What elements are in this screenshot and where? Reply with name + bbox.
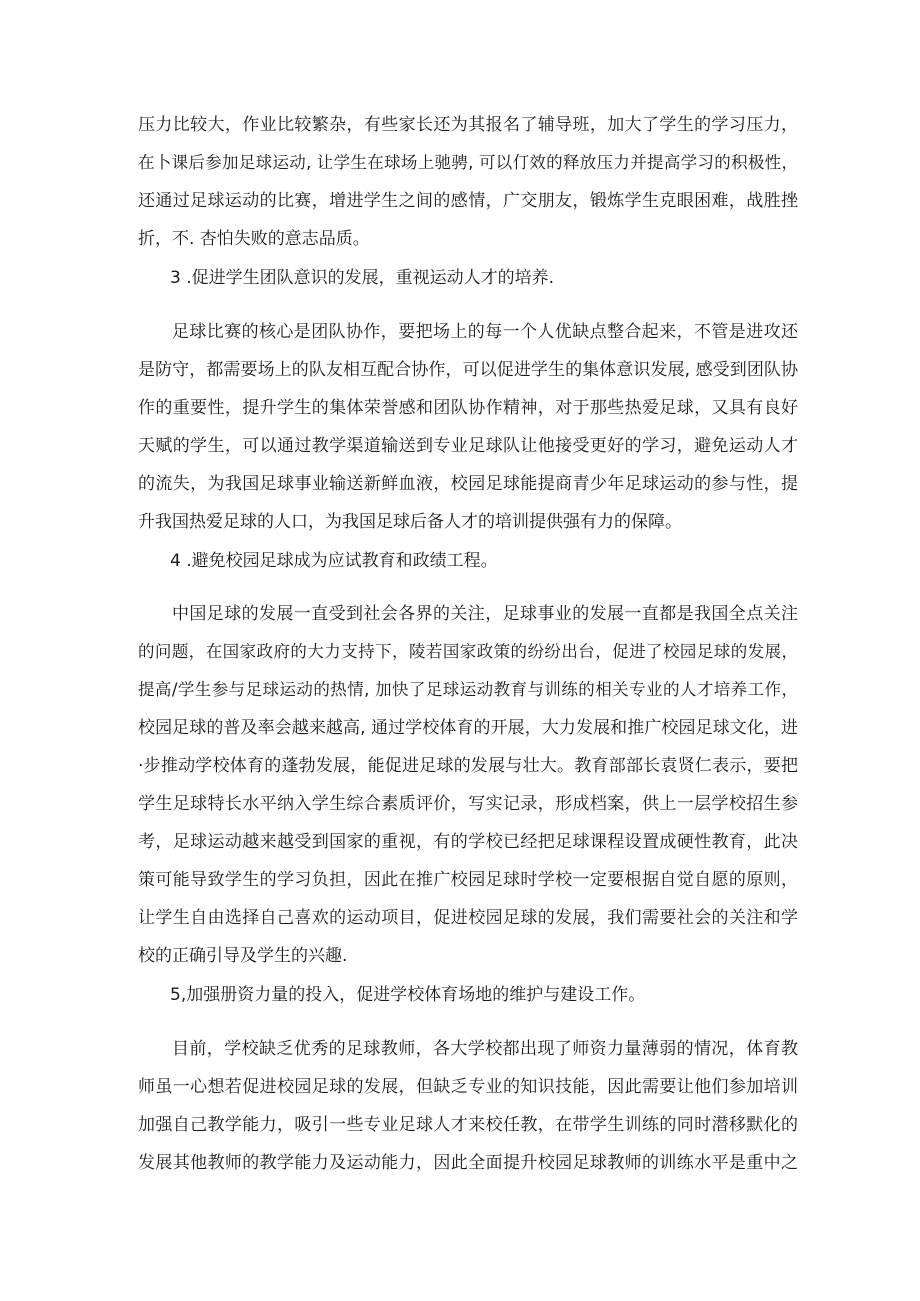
para3-line-3: 提高/学生参与足球运动的热情, 加快了足球运动教育与训练的相关专业的人才培养工作， [138, 680, 798, 699]
para1-line-1: 压力比较大，作业比较繁杂，有些家长还为其报名了辅导班，加大了学生的学习压力， [138, 115, 798, 135]
para2-line-5: 的流失，为我国足球事业输送新鲜血液，校园足球能提商青少年足球运动的参与性，提 [138, 474, 798, 494]
para4-line-1: 目前，学校缺乏优秀的足球教师，各大学校都出现了师资力量薄弱的情况，体育教 [172, 1039, 798, 1059]
para3-line-4: 校园足球的普及率会越来越高, 通过学校体育的开展，大力发展和推广校园足球文化，进 [138, 718, 798, 738]
para1-line-2: 在卜课后参加足球运动, 让学生在球场上驰骋, 可以仃效的释放压力并提高学习的积极性， [138, 153, 798, 172]
section-heading-4: 4 .避免校园足球成为应试教育和政绩工程。 [170, 551, 498, 571]
para4-line-4: 发展其他教师的教学能力及运动能力，因此全面提升校园足球教师的训练水平是重中之 [138, 1153, 798, 1173]
para4-line-2: 师虽一心想若促进校园足球的发展，但缺乏专业的知识技能，因此需要让他们参加培训 [138, 1077, 798, 1097]
para3-line-1: 中国足球的发展一直受到社会各界的关注，足球事业的发展一直都是我国全点关注 [172, 604, 798, 624]
para2-line-4: 天赋的学生，可以通过教学渠道输送到专业足球队让他接受更好的学习，避免运动人才 [138, 436, 798, 456]
para2-line-2: 是防守，都需要场上的队友相互配合协作，可以促进学生的集体意识发展, 感受到团队协 [138, 360, 798, 380]
para3-line-7: 考，足球运动越来越受到国家的重视，有的学校已经把足球课程设置成硬性教育，此决 [138, 832, 798, 852]
para1-line-4: 折，不. 杏怕失败的意志品质。 [138, 229, 370, 249]
section-heading-5: 5,加强册资力量的投入，促进学校体育场地的维护与建设工作。 [170, 985, 646, 1005]
para2-line-1: 足球比赛的核心是团队协作，要把场上的每一个人优缺点整合起来，不管是进攻还 [172, 322, 798, 342]
para1-line-3: 还通过足球运动的比赛，增进学生之间的感情，广交朋友，锻炼学生克眼困难，战胜挫 [138, 191, 798, 211]
para3-line-5: ·步推动学校体育的蓬勃发展，能促进足球的发展与壮大。教育部部长袁贤仁表示，要把 [138, 756, 798, 776]
para3-line-6: 学生足球特长水平纳入学生综合素质评价，写实记录，形成档案，供上一层学校招生参 [138, 794, 798, 814]
para3-line-10: 校的正确引导及学生的兴趣. [138, 946, 348, 966]
section-heading-3: 3 .促进学生团队意识的发展，重视运动人才的培养. [170, 268, 555, 288]
para2-line-6: 升我国热爱足球的人口，为我国足球后备人才的培训提供强有力的保障。 [138, 512, 682, 532]
para3-line-2: 的问题，在国家政府的大力支持下，陵若国家政策的纷纷出台，促进了校园足球的发展， [138, 642, 798, 661]
para4-line-3: 加强自己教学能力，吸引一些专业足球人才来校任教，在带学生训练的同时潜移默化的 [138, 1115, 798, 1135]
para2-line-3: 作的重要性，提升学生的集体荣誉感和团队协作精神，对于那些热爱足球，又具有良好 [138, 398, 798, 418]
para3-line-9: 让学生自由选择自己喜欢的运动项目，促进校园足球的发展，我们需要社会的关注和学 [138, 908, 798, 928]
para3-line-8: 策可能导致学生的学习负担，因此在推广校园足球时学校一定要根据自觉自愿的原则， [138, 870, 798, 890]
